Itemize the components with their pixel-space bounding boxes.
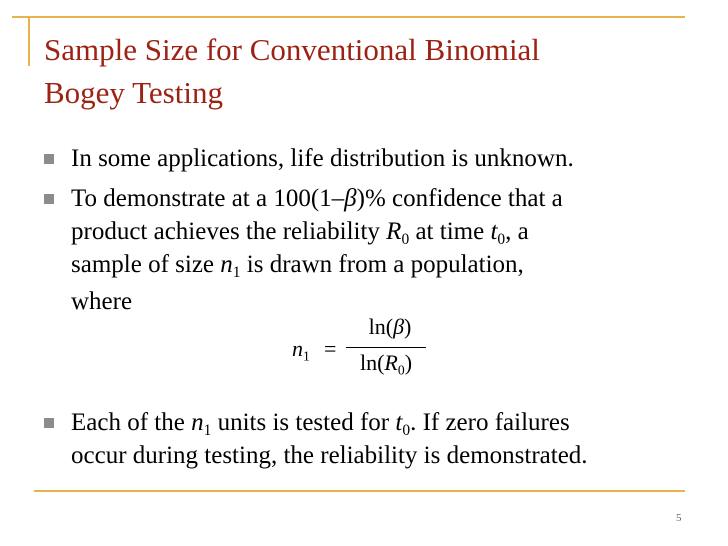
var-R: R xyxy=(384,350,398,375)
subscript: 1 xyxy=(232,263,241,281)
text-run: ln( xyxy=(368,314,394,339)
bullet-line xyxy=(71,248,563,281)
var-n: n xyxy=(292,336,303,361)
subscript: 1 xyxy=(203,421,212,439)
title-line-1: Sample Size for Conventional Binomial xyxy=(44,32,540,67)
bullet-marker-icon xyxy=(44,194,54,204)
slide-title xyxy=(44,28,684,114)
fraction-bar xyxy=(346,347,426,348)
bullet-marker-icon xyxy=(44,154,54,164)
bullet-item-2 xyxy=(44,182,563,318)
var-n: n xyxy=(220,251,233,278)
sample-size-formula xyxy=(292,314,442,388)
text-run: To demonstrate at a 100(1– xyxy=(71,185,345,212)
var-t: t xyxy=(395,409,403,436)
subscript: 0 xyxy=(497,230,506,248)
bullet-line: occur during testing, the reliability is demonstrated. xyxy=(71,442,588,469)
bullet-item-3 xyxy=(44,406,588,472)
text-run: units is tested for xyxy=(211,409,396,436)
formula-numerator xyxy=(354,314,426,340)
subscript: 0 xyxy=(397,362,405,378)
bullet-text: In some applications, life distribution is unknown. xyxy=(71,145,574,172)
left-rule xyxy=(28,16,30,66)
text-run: product achieves the reliability xyxy=(71,218,387,245)
formula-denominator xyxy=(346,350,426,376)
beta-symbol: β xyxy=(393,314,405,339)
bullet-line xyxy=(71,215,563,248)
var-t: t xyxy=(490,218,498,245)
title-line-2: Bogey Testing xyxy=(44,75,223,110)
bullet-line: where xyxy=(71,288,133,315)
bottom-rule xyxy=(34,490,685,492)
bullet-text xyxy=(71,406,588,472)
formula-lhs xyxy=(292,336,310,362)
text-run: ) xyxy=(404,350,413,375)
text-run: at time xyxy=(409,218,491,245)
bullet-text xyxy=(71,182,563,318)
var-n: n xyxy=(191,409,204,436)
text-run: . If zero failures xyxy=(410,409,570,436)
bullet-item-1 xyxy=(44,142,574,175)
formula-equals: = xyxy=(324,336,337,361)
text-run: is drawn from a population, xyxy=(240,251,524,278)
beta-symbol: β xyxy=(344,185,357,212)
subscript: 0 xyxy=(402,421,411,439)
top-rule xyxy=(12,16,685,18)
page-number: 5 xyxy=(676,512,682,524)
text-run: Each of the xyxy=(71,409,192,436)
subscript: 0 xyxy=(401,230,410,248)
text-run: )% confidence that a xyxy=(356,185,563,212)
text-run: , a xyxy=(505,218,529,245)
subscript: 1 xyxy=(303,348,310,364)
text-run: ln( xyxy=(359,350,385,375)
text-run: ) xyxy=(404,314,412,339)
bullet-line xyxy=(71,182,563,215)
bullet-marker-icon xyxy=(44,418,54,428)
text-run: sample of size xyxy=(71,251,221,278)
bullet-line xyxy=(71,406,588,439)
var-R: R xyxy=(386,218,402,245)
